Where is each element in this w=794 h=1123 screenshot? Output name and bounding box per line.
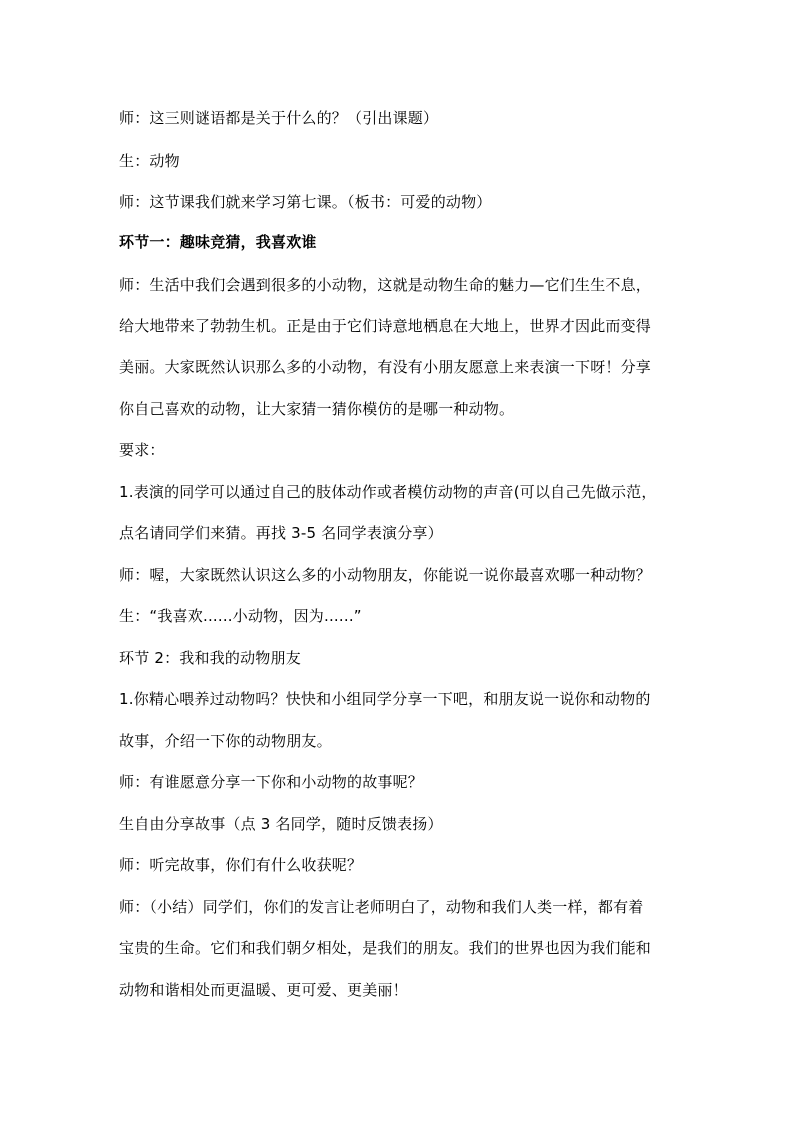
paragraph-line: 点名请同学们来猜。再找 3-5 名同学表演分享） [119, 524, 443, 542]
paragraph-line: 你自己喜欢的动物，让大家猜一猜你模仿的是哪一种动物。 [119, 400, 515, 418]
paragraph-line: 师：这三则谜语都是关于什么的？（引出课题） [119, 109, 439, 127]
section-heading: 环节一：趣味竞猜，我喜欢谁 [119, 233, 317, 251]
paragraph-line: 师：有谁愿意分享一下你和小动物的故事呢？ [119, 773, 424, 791]
paragraph-line: 美丽。大家既然认识那么多的小动物，有没有小朋友愿意上来表演一下呀！分享 [119, 358, 652, 376]
paragraph-line: 给大地带来了勃勃生机。正是由于它们诗意地栖息在大地上，世界才因此而变得 [119, 317, 652, 335]
paragraph-line: 师：这节课我们就来学习第七课。（板书：可爱的动物） [119, 193, 492, 211]
paragraph-line: 生：动物 [119, 152, 180, 170]
paragraph-line: 要求： [119, 441, 165, 459]
paragraph-line: 生：“我喜欢......小动物，因为......” [119, 607, 362, 625]
paragraph-line: 动物和谐相处而更温暖、更可爱、更美丽！ [119, 981, 408, 999]
section-heading: 环节 2：我和我的动物朋友 [119, 649, 301, 667]
paragraph-line: 故事，介绍一下你的动物朋友。 [119, 732, 332, 750]
paragraph-line: 生自由分享故事（点 3 名同学，随时反馈表扬） [119, 815, 443, 833]
paragraph-line: 宝贵的生命。它们和我们朝夕相处，是我们的朋友。我们的世界也因为我们能和 [119, 939, 652, 957]
paragraph-line: 师：（小结）同学们，你们的发言让老师明白了，动物和我们人类一样，都有着 [119, 898, 644, 916]
paragraph-line: 1.表演的同学可以通过自己的肢体动作或者模仿动物的声音(可以自己先做示范， [119, 483, 657, 501]
paragraph-line: 师：听完故事，你们有什么收获呢？ [119, 856, 363, 874]
paragraph-line: 师：喔，大家既然认识这么多的小动物朋友，你能说一说你最喜欢哪一种动物？ [119, 566, 652, 584]
paragraph-line: 1.你精心喂养过动物吗？快快和小组同学分享一下吧，和朋友说一说你和动物的 [119, 690, 651, 708]
paragraph-line: 师：生活中我们会遇到很多的小动物，这就是动物生命的魅力—它们生生不息， [119, 276, 652, 294]
